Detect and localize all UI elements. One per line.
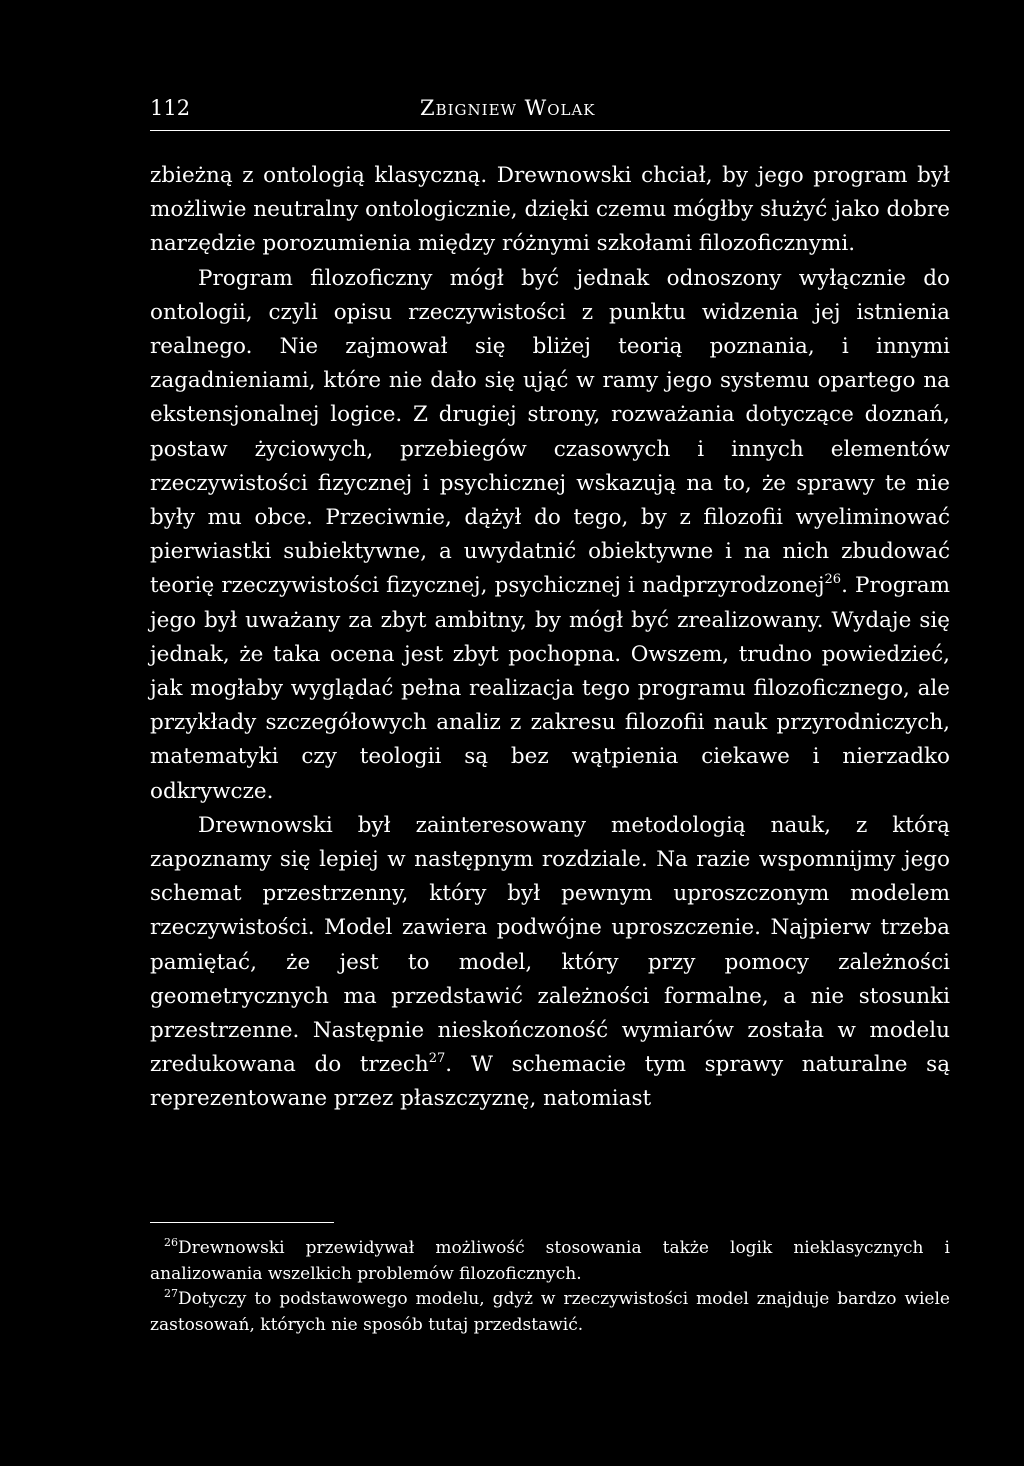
paragraph-3 [150,809,950,1117]
footnote-rule [150,1222,334,1223]
footnote-number: 26 [164,1236,178,1249]
page-number: 112 [150,96,191,120]
footnote-ref-26[interactable]: 26 [824,572,842,588]
footnote-ref-27[interactable]: 27 [428,1051,446,1067]
paragraph-3-text-after: . W schemacie tym sprawy naturalne są reprezentowane przez płaszczyznę, natomiast [150,1052,951,1112]
footnote-number: 27 [164,1287,178,1300]
footnote-text: Dotyczy to podstawowego modelu, gdyż w rzeczywistości model znajduje bardzo wiele zastosowań, których nie sposób tutaj przedstawić. [150,1289,950,1335]
running-head [150,92,950,124]
paragraph-1 [150,159,950,262]
footnote-26 [150,1236,950,1287]
paragraph-1-text: zbieżną z ontologią klasyczną. Drewnowski chciał, by jego program był możliwie neutralny ontologicznie, dzięki czemu mógłby służyć jako dobre narzędzie porozumienia między różnymi szkołami filozoficznymi. [150,163,950,257]
paragraph-2 [150,262,950,809]
running-head-author: Zbigniew Wolak [420,96,596,120]
body-text [150,159,950,1117]
paragraph-2-text-before: Program filozoficzny mógł być jednak odnoszony wyłącznie do ontologii, czyli opisu rzeczywistości z punktu widzenia jej istnienia realnego. Nie zajmował się bliżej teorią poznania, i innymi zagadnieniami, które nie dało się ująć w ramy jego systemu opartego na ekstensjonalnej logice. Z drugiej strony, rozważania dotyczące doznań, postaw życiowych, przebiegów czasowych i innych elementów rzeczywistości fizycznej i psychicznej wskazują na to, że sprawy te nie były mu obce. Przeciwnie, dążył do tego, by z filozofii wyeliminować pierwiastki subiektywne, a uwydatnić obiektywne i na nich zbudować teorię rzeczywistości fizycznej, psychicznej i nadprzyrodzonej [150,265,950,599]
paragraph-3-text-before: Drewnowski był zainteresowany metodologią nauk, z którą zapoznamy się lepiej w następnym rozdziale. Na razie wspomnijmy jego schemat przestrzenny, który był pewnym uproszczonym modelem rzeczywistości. Model zawiera podwójne uproszczenie. Najpierw trzeba pamiętać, że jest to model, który przy pomocy zależności geometrycznych ma przedstawić zależności formalne, a nie stosunki przestrzenne. Następnie nieskończoność wymiarów została w modelu zredukowana do trzech [150,812,950,1078]
header-rule [150,130,950,131]
paragraph-2-text-after: . Program jego był uważany za zbyt ambitny, by mógł być zrealizowany. Wydaje się jednak, że taka ocena jest zbyt pochopna. Owszem, trudno powiedzieć, jak mogłaby wyglądać pełna realizacja tego programu filozoficznego, ale przykłady szczegółowych analiz z zakresu filozofii nauk przyrodniczych, matematyki czy teologii są bez wątpienia ciekawe i nierzadko odkrywcze. [150,573,950,804]
footnote-27 [150,1287,950,1338]
footnote-text: Drewnowski przewidywał możliwość stosowania także logik nieklasycznych i analizowania wszelkich problemów filozoficznych. [150,1238,950,1284]
footnotes [150,1236,950,1338]
